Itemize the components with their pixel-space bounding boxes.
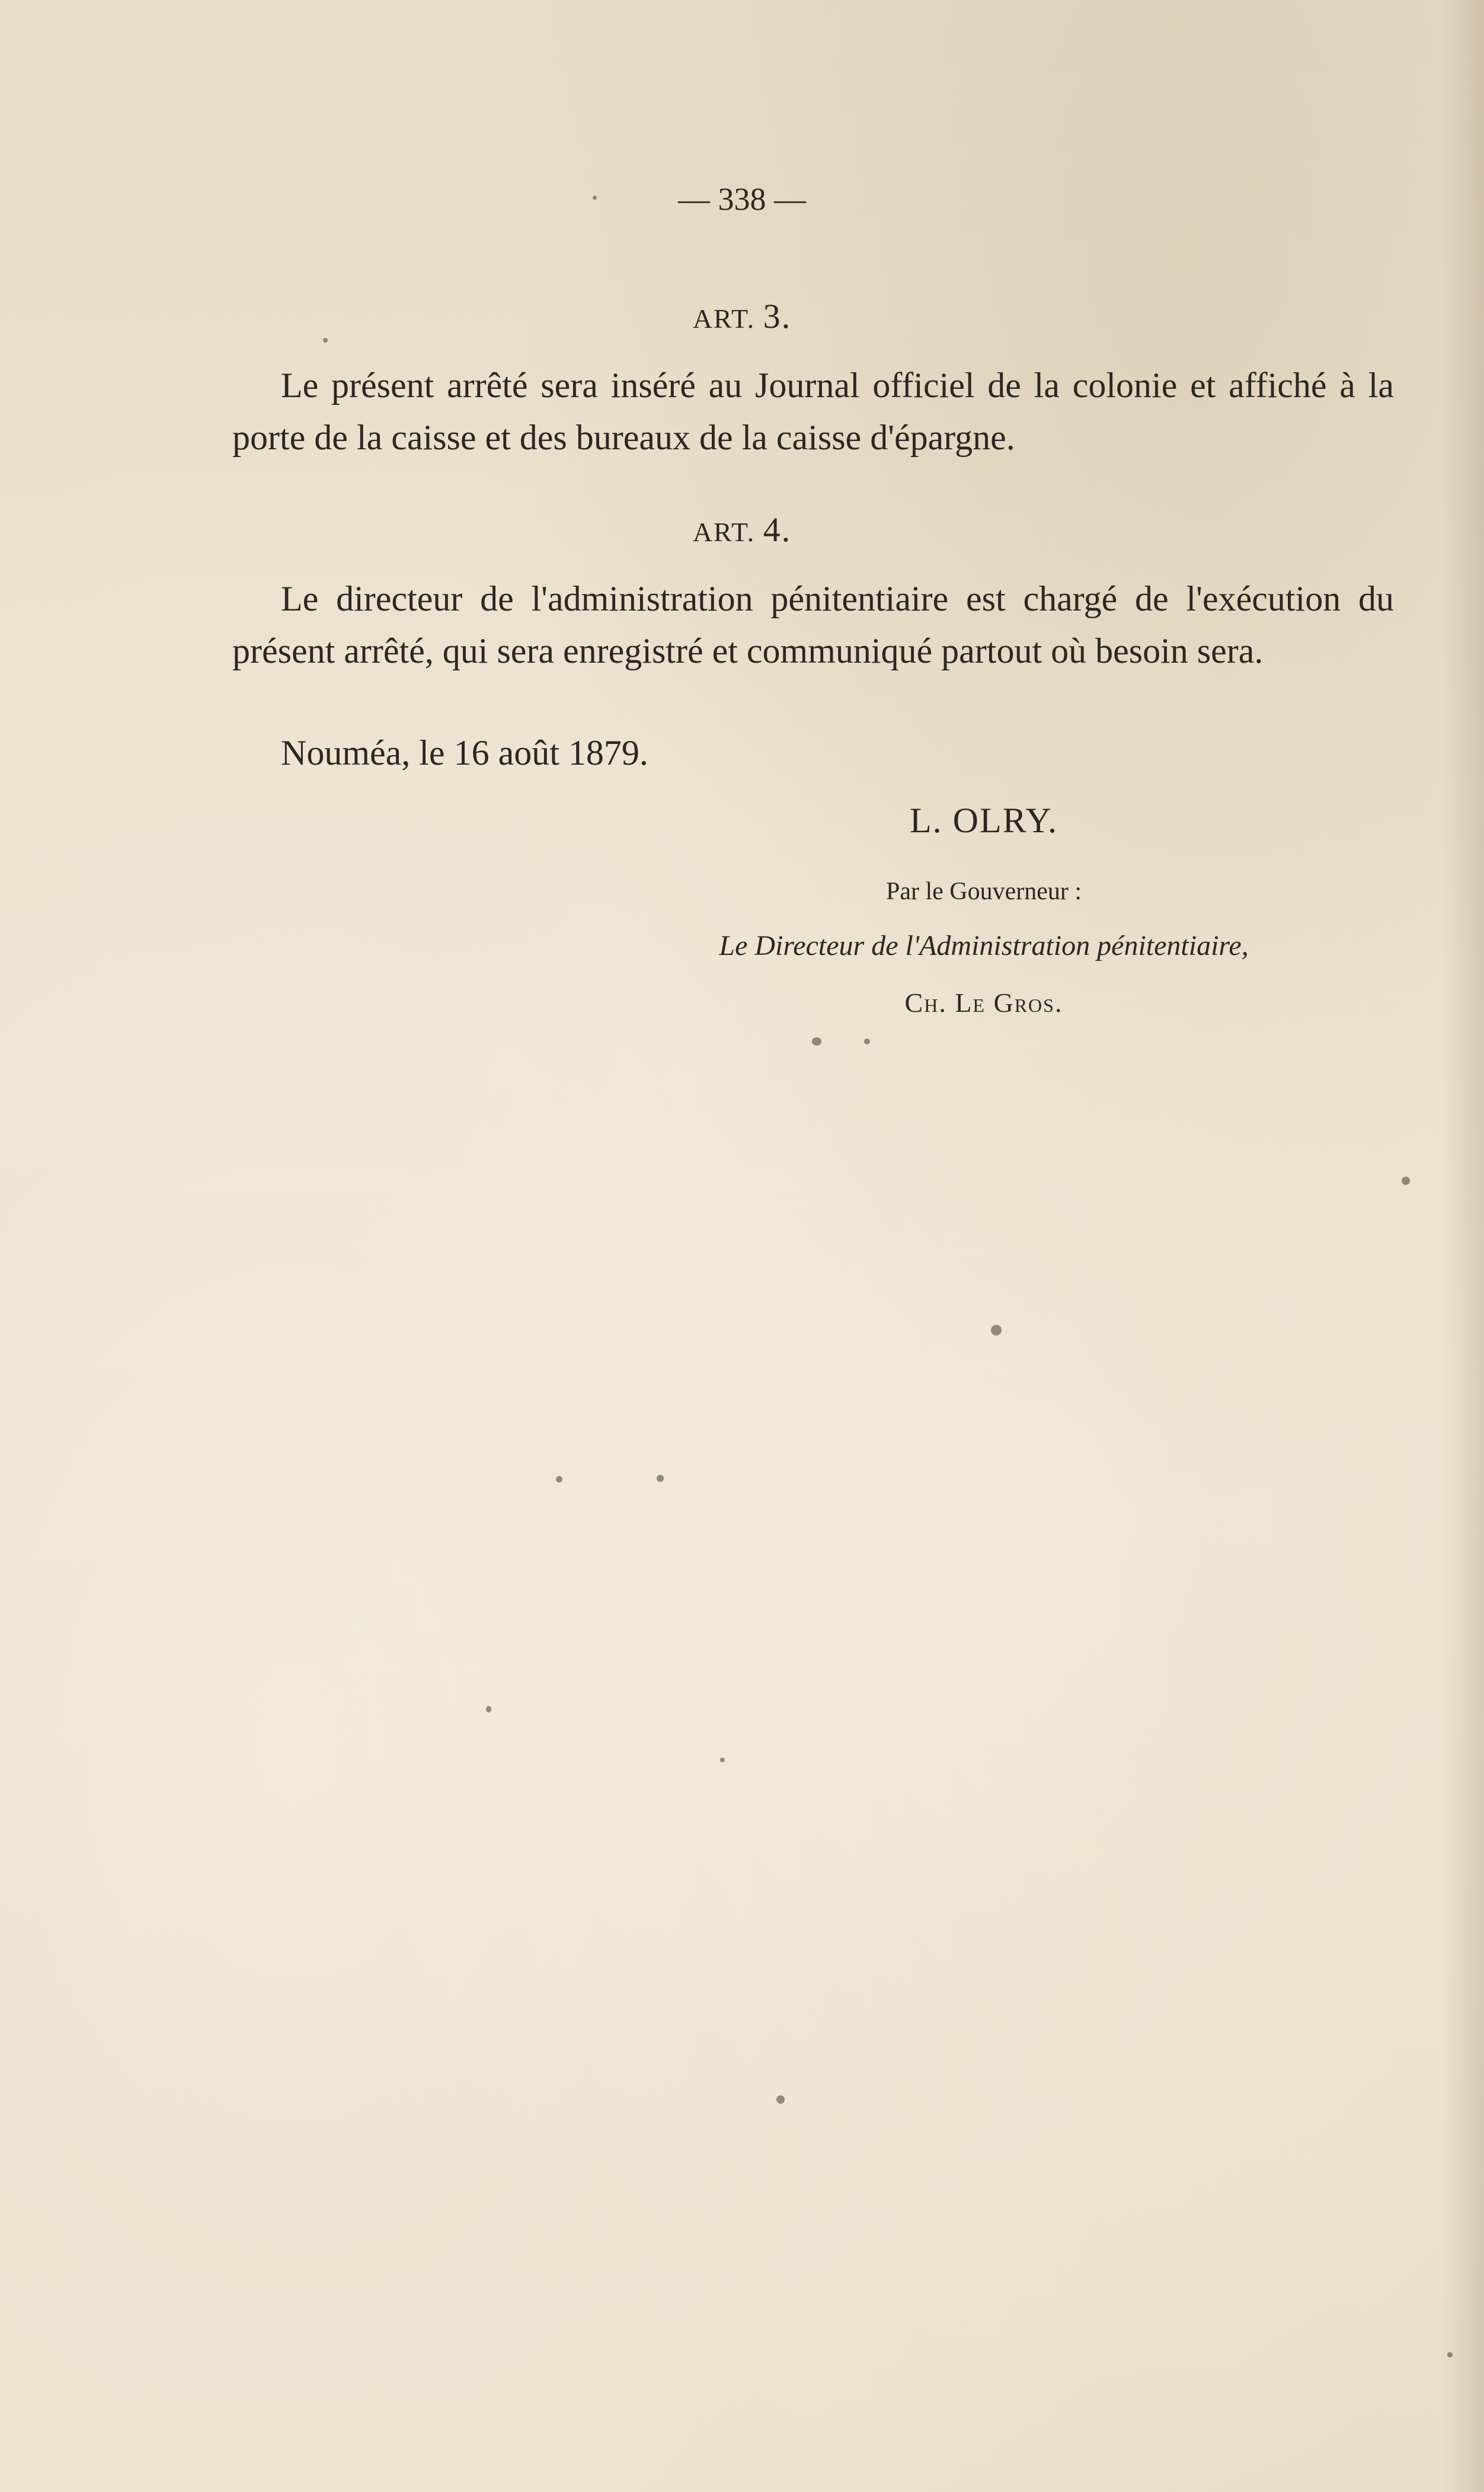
article-heading-prefix: ART. <box>692 517 763 547</box>
paper-speck <box>1447 2352 1453 2357</box>
paper-speck <box>657 1475 664 1482</box>
paper-speck <box>991 1325 1002 1336</box>
paper-speck <box>776 2095 785 2104</box>
paper-speck <box>1402 1177 1410 1185</box>
paper-speck <box>486 1706 491 1713</box>
director-name: Ch. Le Gros. <box>904 988 1063 1018</box>
article-heading-number: 3. <box>763 297 792 336</box>
signatory-name: L. OLRY. <box>910 801 1058 840</box>
paper-speck <box>864 1039 870 1044</box>
article-3-text: Le présent arrêté sera inséré au Journal officiel de la colonie et affiché à la porte de la caisse et des bureaux de la caisse d'épargne. <box>232 366 1394 457</box>
article-4-text: Le directeur de l'administration pénitentiaire est chargé de l'exécution du présent arrêté, qui sera enregistré et communiqué partout où besoin sera. <box>232 579 1394 670</box>
director-title: Le Directeur de l'Administration pénitentiaire, <box>719 930 1249 961</box>
paper-speck <box>556 1476 562 1483</box>
page-edge-shadow <box>1443 0 1484 2492</box>
date-line: Nouméa, le 16 août 1879. <box>281 733 648 772</box>
paper-speck <box>720 1758 725 1762</box>
article-heading-prefix: ART. <box>692 303 763 334</box>
paper-speck <box>593 196 597 200</box>
article-heading-number: 4. <box>763 510 792 549</box>
paper-speck <box>812 1037 821 1046</box>
article-3-heading <box>0 296 1484 336</box>
by-governor-line: Par le Gouverneur : <box>885 878 1082 905</box>
paper-speck <box>323 338 328 343</box>
page-number: — 338 — <box>678 181 806 217</box>
article-4-heading <box>0 510 1484 549</box>
